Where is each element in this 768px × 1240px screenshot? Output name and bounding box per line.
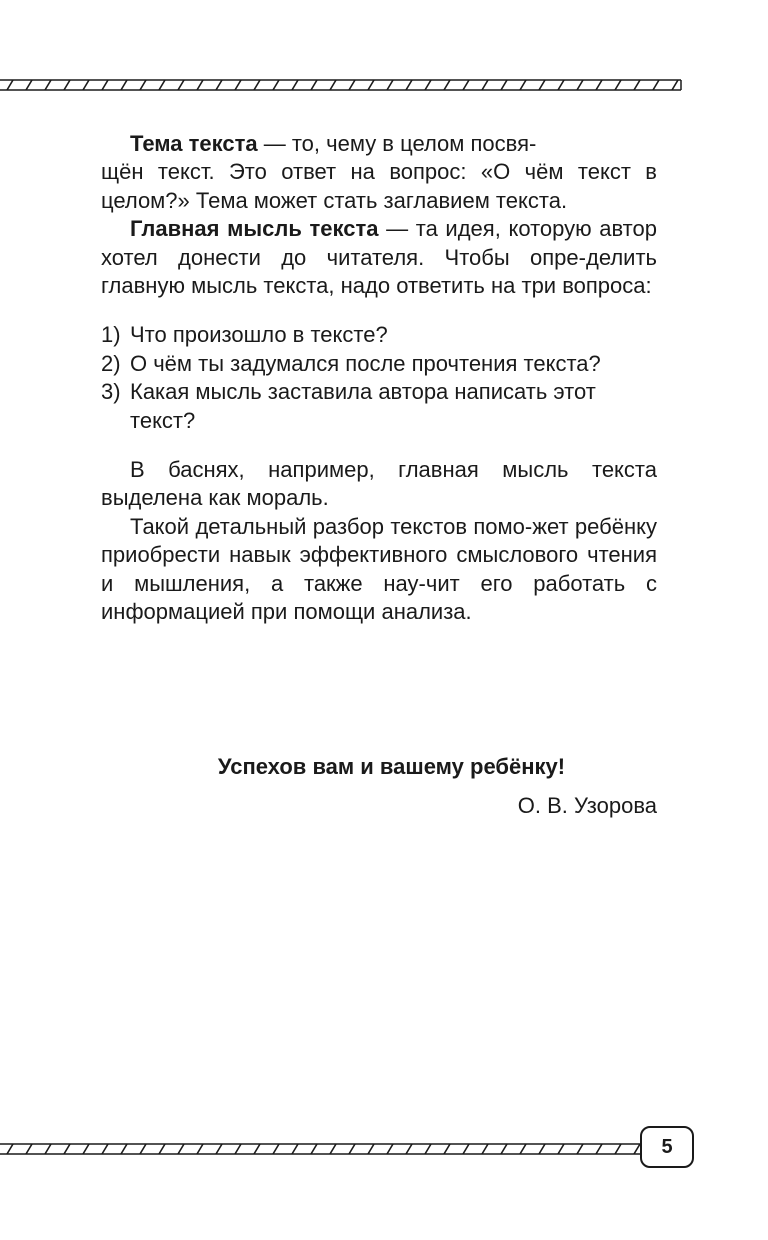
question-number: 2) <box>101 350 121 376</box>
topic-term: Тема текста <box>130 131 258 156</box>
question-number: 3) <box>101 379 121 405</box>
question-number: 1) <box>101 322 121 348</box>
intro-text-block <box>101 130 657 627</box>
hatched-rule-icon <box>0 1143 640 1155</box>
question-text: Что произошло в тексте? <box>130 322 388 348</box>
questions-list <box>101 321 657 435</box>
question-text: О чём ты задумался после прочтения текста? <box>130 350 601 376</box>
author-signature: О. В. Узорова <box>517 793 657 818</box>
main-idea-text: — та идея, которую автор хотел донести до читателя. Чтобы опре-делить главную мысль текста, надо ответить на три вопроса: <box>101 216 657 299</box>
question-item <box>101 378 620 435</box>
topic-text-1: — то, чему в целом посвя- <box>257 131 537 156</box>
wish-heading: Успехов вам и вашему ребёнку! <box>217 754 566 779</box>
page-number-badge: 5 <box>640 1126 694 1168</box>
analysis-paragraph: Такой детальный разбор текстов помо-жет ребёнку приобрести навык эффективного смыслового чтения и мышления, а также нау-чит его работать с информацией при помощи анализа. <box>101 513 657 625</box>
topic-definition <box>101 130 657 215</box>
decorative-rule-top <box>0 79 682 91</box>
question-item <box>101 321 657 349</box>
main-idea-term: Главная мысль текста <box>130 216 379 242</box>
fables-paragraph: В баснях, например, главная мысль текста выделена как мораль. <box>101 457 657 511</box>
question-text: Какая мысль заставила автора написать этот текст? <box>130 379 596 433</box>
hatched-rule-icon <box>0 79 682 91</box>
main-idea-definition <box>101 215 657 300</box>
decorative-rule-bottom <box>0 1143 640 1155</box>
question-item <box>101 350 606 378</box>
topic-text-2: щён текст. Это ответ на вопрос: «О чём текст в целом?» Тема может стать заглавием текста. <box>101 159 657 213</box>
